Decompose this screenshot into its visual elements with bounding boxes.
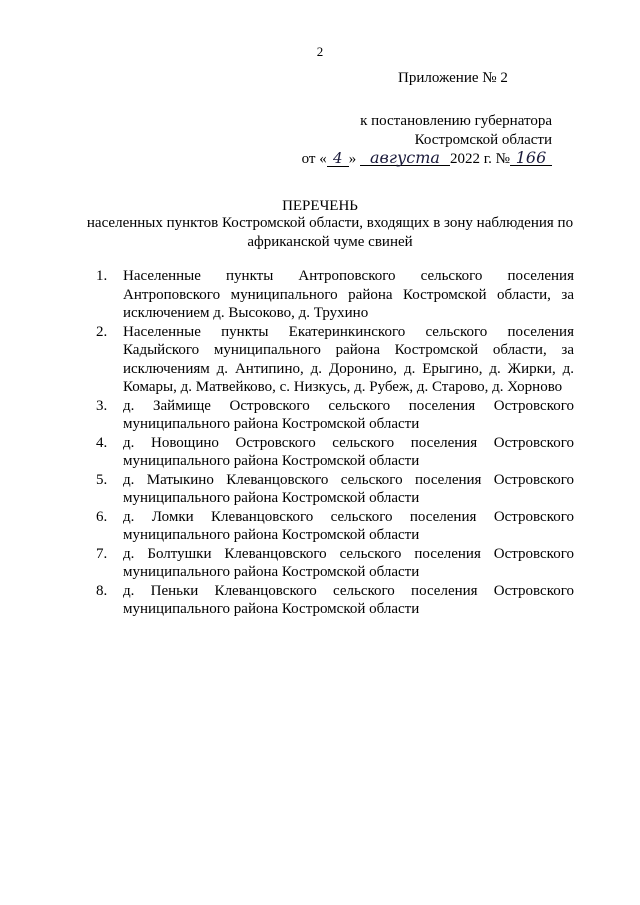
handwritten-day: 4 <box>327 151 349 167</box>
list-item <box>96 323 574 397</box>
item-text: д. Ломки Клеванцовского сельского поселения Островского муниципального района Костромской области <box>123 508 574 543</box>
list-item <box>96 471 574 508</box>
handwritten-decree-number: 166 <box>510 150 552 166</box>
item-text: Населенные пункты Антроповского сельского поселения Антроповского муниципального района Костромской области, за исключением д. Высоково, д. Трухино <box>123 268 574 321</box>
item-text: д. Пеньки Клеванцовского сельского поселения Островского муниципального района Костромской области <box>123 582 574 617</box>
appendix-title: Приложение № 2 <box>398 70 508 86</box>
item-number: 8. <box>96 582 108 599</box>
item-number: 3. <box>96 397 108 414</box>
handwritten-month: августа <box>360 150 450 166</box>
document-subtitle: населенных пунктов Костромской области, входящих в зону наблюдения по африканской чуме свиней <box>86 215 574 250</box>
list-item <box>96 582 574 619</box>
decree-line-1: к постановлению губернатора <box>360 113 552 129</box>
item-number: 2. <box>96 323 108 340</box>
decree-line-2: Костромской области <box>414 132 552 148</box>
list-item <box>96 508 574 545</box>
item-number: 6. <box>96 508 108 525</box>
item-number: 1. <box>96 268 108 284</box>
list-item <box>96 545 574 582</box>
decree-reference <box>302 112 552 169</box>
item-text: д. Болтушки Клеванцовского сельского поселения Островского муниципального района Костромской области <box>123 545 574 580</box>
item-number: 7. <box>96 545 108 562</box>
date-prefix: от « <box>301 151 327 167</box>
year-label: 2022 г. № <box>449 151 510 167</box>
list-item <box>96 434 574 471</box>
item-text: Населенные пункты Екатеринкинского сельского поселения Кадыйского муниципального района Костромской области, за исключениям д. Антипино, д. Доронино, д. Ерыгино, д. Жирки, д. Комары, д. Матвейково, с. Низкусь, д. Рубеж, д. Старово, д. Хорново <box>123 323 574 395</box>
list-item <box>96 267 574 323</box>
item-number: 5. <box>96 471 108 488</box>
item-text: д. Займище Островского сельского поселения Островского муниципального района Костромской области <box>123 397 574 432</box>
item-number: 4. <box>96 434 108 451</box>
decree-date-line <box>302 150 552 169</box>
settlement-list <box>96 267 574 619</box>
item-text: д. Матыкино Клеванцовского сельского поселения Островского муниципального района Костромской области <box>123 471 574 506</box>
date-close-quote: » <box>348 151 357 167</box>
document-heading: ПЕРЕЧЕНЬ <box>282 198 358 214</box>
item-text: д. Новощино Островского сельского поселения Островского муниципального района Костромской области <box>123 434 574 469</box>
page-number: 2 <box>316 44 324 59</box>
list-item <box>96 397 574 434</box>
